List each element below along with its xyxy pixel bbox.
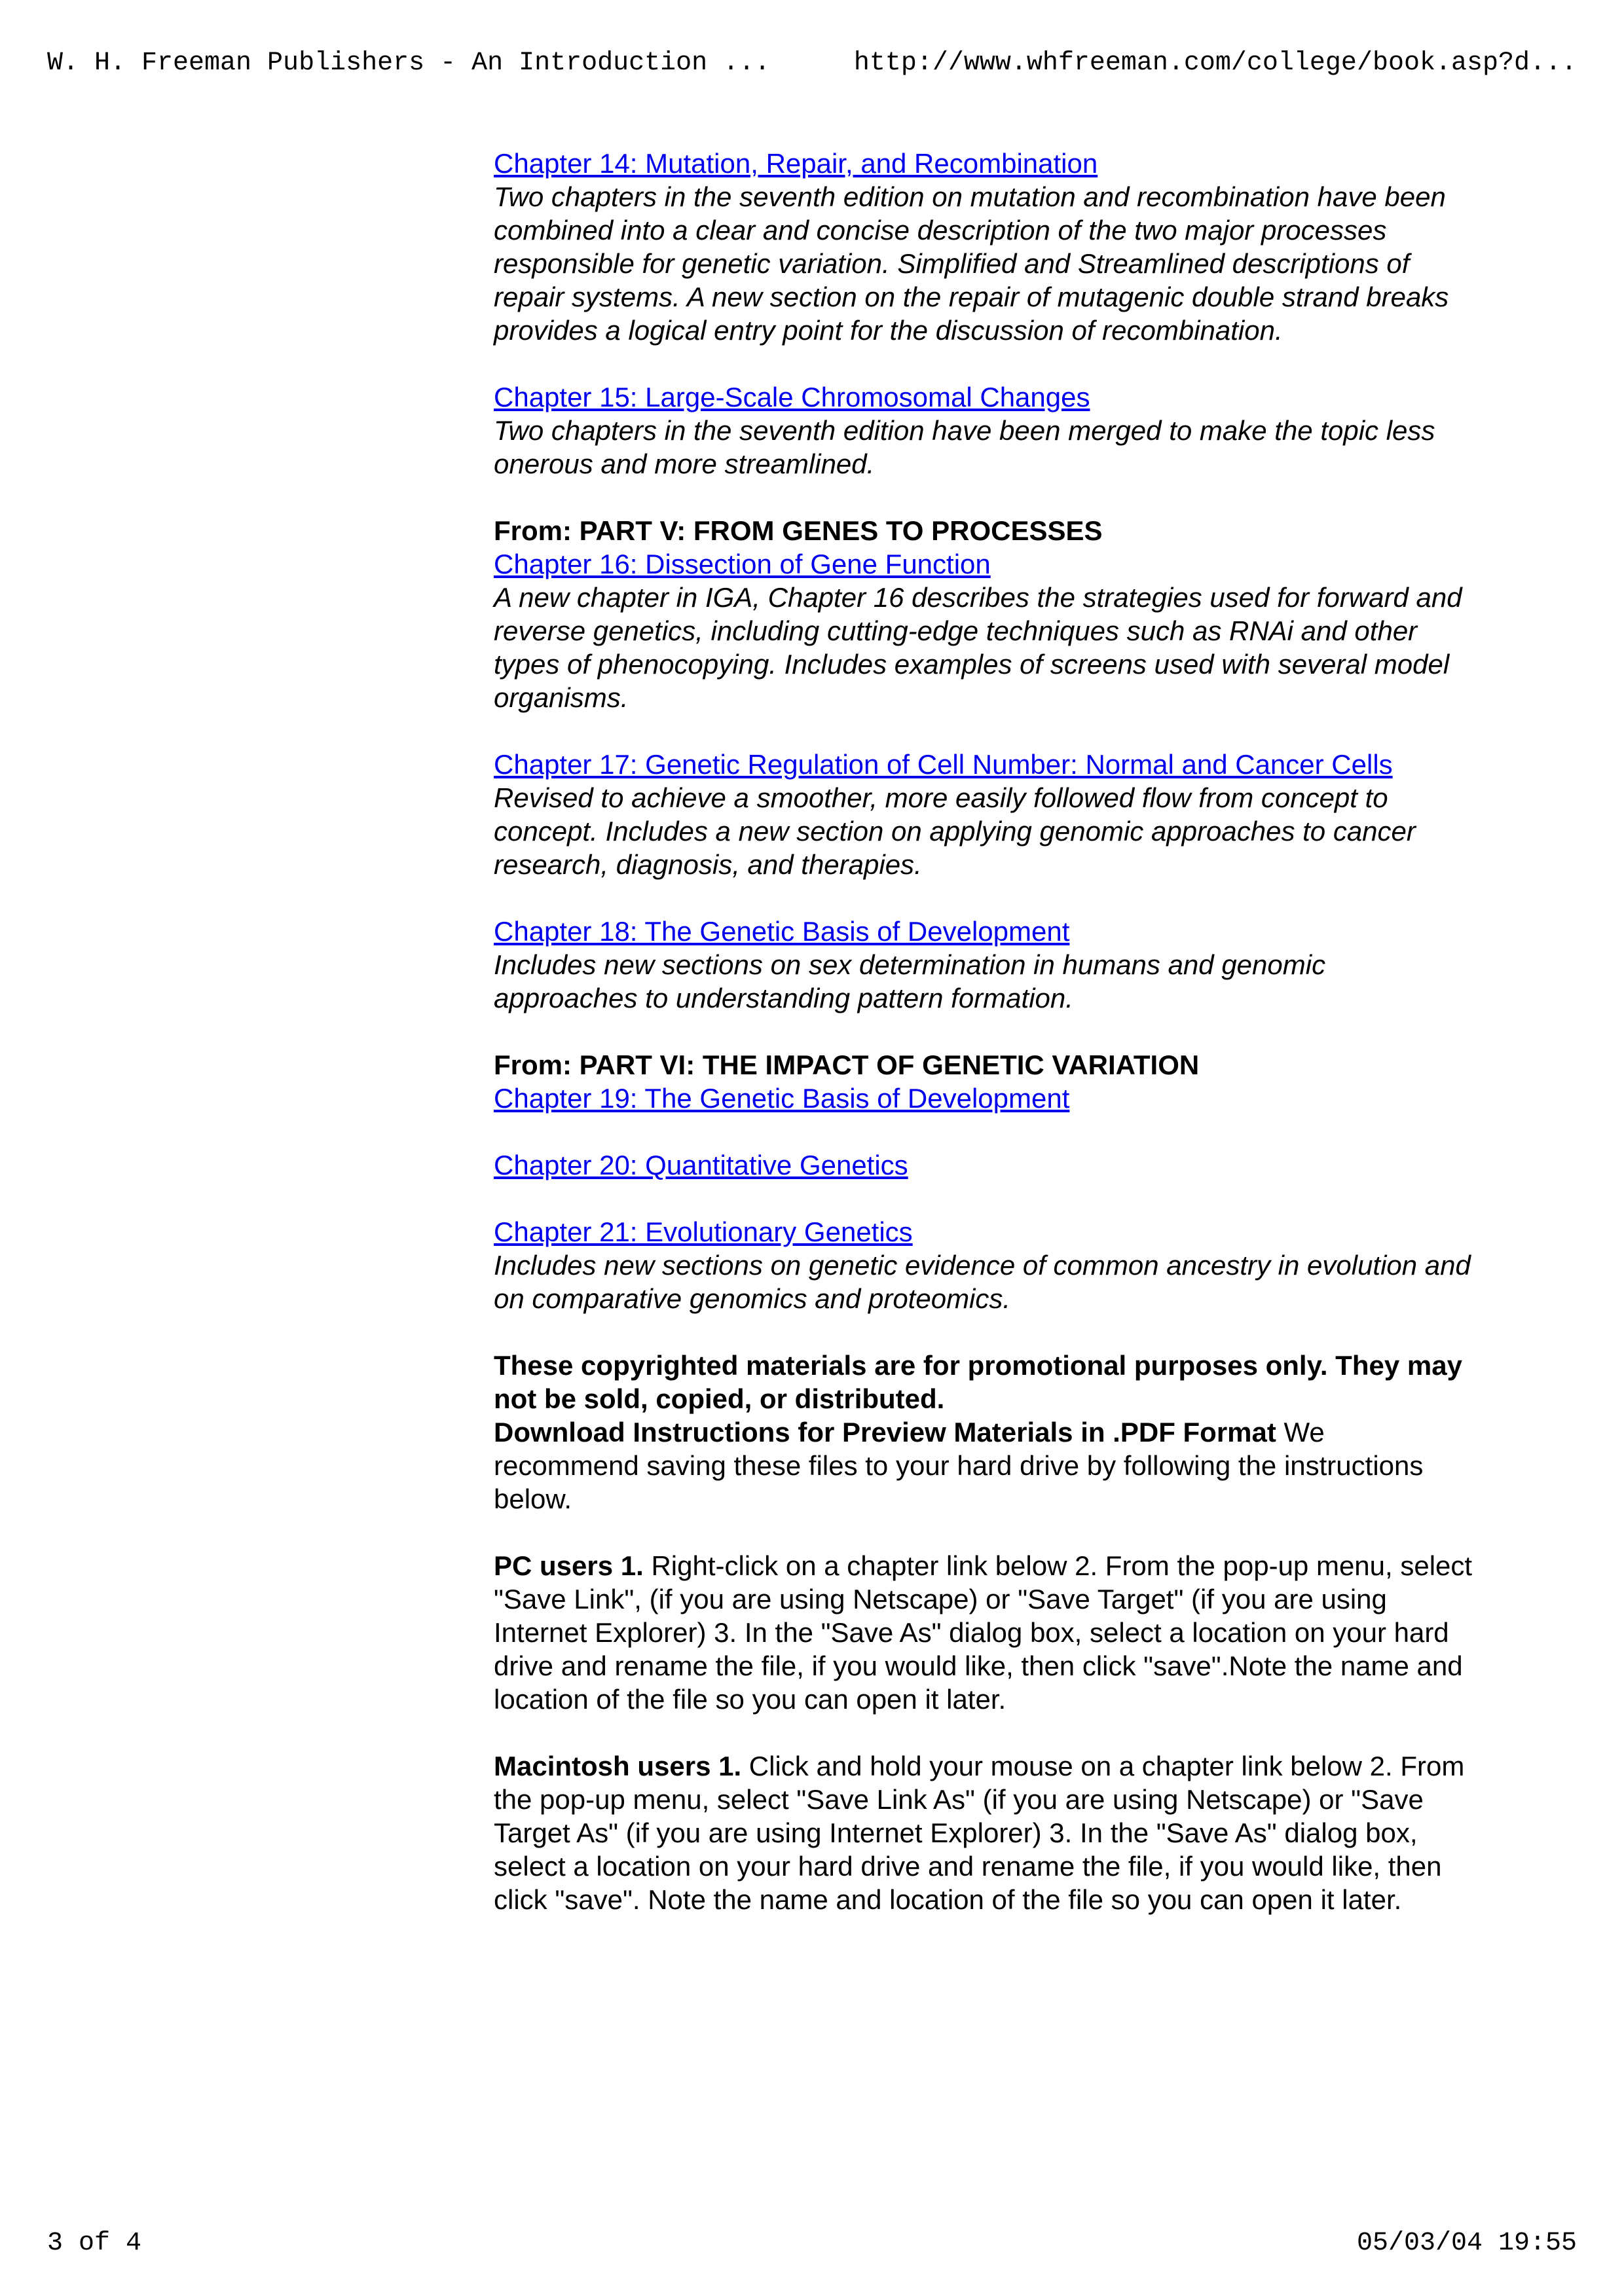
chapter-21-entry	[494, 1215, 1476, 1315]
main-content	[494, 147, 1476, 1950]
page-url: http://www.whfreeman.com/college/book.asp?d...	[853, 48, 1577, 78]
chapter-18-description: Includes new sections on sex determination in humans and genomic approaches to understanding pattern formation.	[494, 949, 1326, 1013]
pc-users-text: Right-click on a chapter link below 2. From the pop-up menu, select "Save Link", (if you are using Netscape) or "Save Target" (if you are using Internet Explorer) 3. In the "Save As" dialog box, select a location on your hard drive and rename the file, if you would like, then click "save".Note the name and location of the file so you can open it later.	[494, 1550, 1473, 1715]
chapter-14-link[interactable]: Chapter 14: Mutation, Repair, and Recombination	[494, 148, 1098, 179]
mac-users-text: Click and hold your mouse on a chapter link below 2. From the pop-up menu, select "Save Link As" (if you are using Netscape) or "Save Target As" (if you are using Internet Explorer) 3. In the "Save As" dialog box, select a location on your hard drive and rename the file, if you would like, then click "save". Note the name and location of the file so you can open it later.	[494, 1751, 1465, 1915]
chapter-14-description: Two chapters in the seventh edition on mutation and recombination have been combined into a clear and concise description of the two major processes responsible for genetic variation. Simplified and Streamlined descriptions of repair systems. A new section on the repair of mutagenic double strand breaks provides a logical entry point for the discussion of recombination.	[494, 181, 1449, 346]
chapter-19-link[interactable]: Chapter 19: The Genetic Basis of Development	[494, 1083, 1070, 1114]
chapter-20-entry	[494, 1148, 1476, 1182]
chapter-17-link[interactable]: Chapter 17: Genetic Regulation of Cell Number: Normal and Cancer Cells	[494, 749, 1393, 780]
chapter-20-link[interactable]: Chapter 20: Quantitative Genetics	[494, 1150, 908, 1180]
chapter-16-description: A new chapter in IGA, Chapter 16 describes the strategies used for forward and reverse genetics, including cutting-edge techniques such as RNAi and other types of phenocopying. Includes examples of screens used with several model organisms.	[494, 582, 1462, 713]
pc-users-label: PC users 1.	[494, 1550, 644, 1581]
part-5-heading: From: PART V: FROM GENES TO PROCESSES	[494, 515, 1103, 546]
mac-instructions	[494, 1749, 1476, 1916]
download-notice	[494, 1349, 1476, 1916]
part-5-section	[494, 514, 1476, 714]
chapter-15-description: Two chapters in the seventh edition have been merged to make the topic less onerous and more streamlined.	[494, 415, 1435, 479]
part-6-heading: From: PART VI: THE IMPACT OF GENETIC VARIATION	[494, 1049, 1200, 1080]
pc-instructions	[494, 1549, 1476, 1716]
chapter-18-entry	[494, 915, 1476, 1015]
chapter-16-entry	[494, 547, 1476, 714]
download-heading: Download Instructions for Preview Materials in .PDF Format	[494, 1417, 1276, 1448]
chapter-18-link[interactable]: Chapter 18: The Genetic Basis of Development	[494, 916, 1070, 947]
copyright-notice: These copyrighted materials are for promotional purposes only. They may not be sold, copied, or distributed.	[494, 1350, 1462, 1414]
chapter-17-entry	[494, 748, 1476, 881]
chapter-14-entry	[494, 147, 1476, 347]
print-header	[47, 47, 1577, 80]
page-title: W. H. Freeman Publishers - An Introduction ...	[47, 48, 771, 78]
mac-users-label: Macintosh users 1.	[494, 1751, 742, 1781]
chapter-21-description: Includes new sections on genetic evidence of common ancestry in evolution and on comparative genomics and proteomics.	[494, 1250, 1471, 1314]
part-6-section	[494, 1048, 1476, 1115]
chapter-17-description: Revised to achieve a smoother, more easily followed flow from concept to concept. Includes a new section on applying genomic approaches to cancer research, diagnosis, and therapies.	[494, 782, 1416, 880]
page-number: 3 of 4	[47, 2229, 142, 2258]
chapter-16-link[interactable]: Chapter 16: Dissection of Gene Function	[494, 549, 991, 579]
download-instructions	[494, 1415, 1476, 1516]
print-datetime: 05/03/04 19:55	[1356, 2229, 1577, 2258]
chapter-21-link[interactable]: Chapter 21: Evolutionary Genetics	[494, 1216, 913, 1247]
chapter-15-entry	[494, 380, 1476, 481]
chapter-19-entry	[494, 1082, 1476, 1115]
chapter-15-link[interactable]: Chapter 15: Large-Scale Chromosomal Changes	[494, 382, 1090, 412]
print-footer	[47, 2227, 1577, 2260]
download-text: We recommend saving these files to your hard drive by following the instructions below.	[494, 1417, 1424, 1514]
